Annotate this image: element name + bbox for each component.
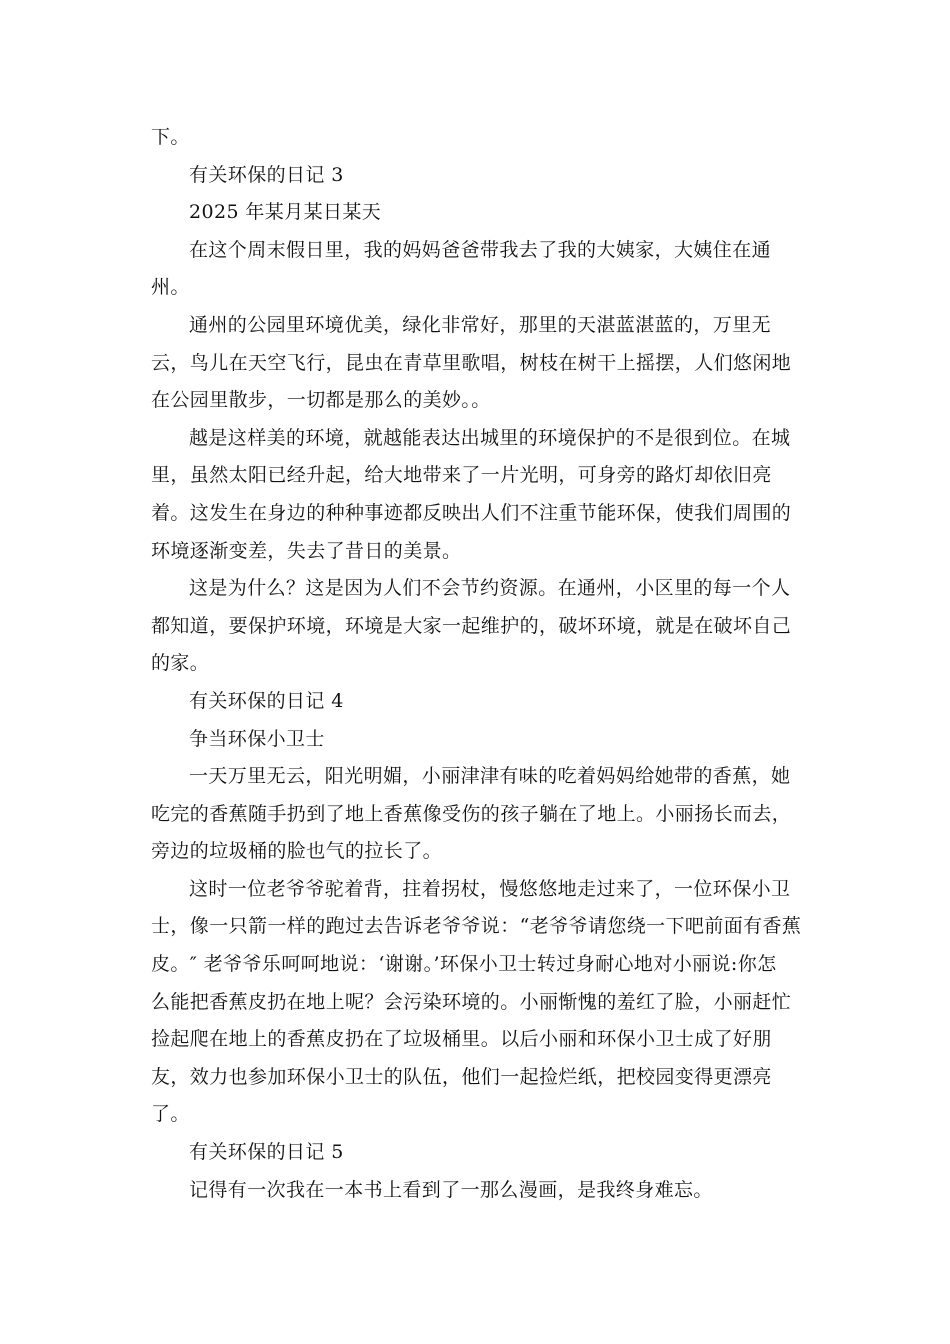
text-line: 友，效力也参加环保小卫士的队伍，他们一起捡烂纸，把校园变得更漂亮 <box>151 1065 772 1088</box>
text-line: 么能把香蕉皮扔在地上呢？会污染环境的。小丽惭愧的羞红了脸，小丽赶忙 <box>151 990 792 1013</box>
text-line: 旁边的垃圾桶的脸也气的拉长了。 <box>151 840 443 863</box>
text-line: 这时一位老爷爷驼着背，拄着拐杖，慢悠悠地走过来了，一位环保小卫 <box>189 877 791 900</box>
text-line: 有关环保的日记 5 <box>189 1141 344 1164</box>
text-line: 了。 <box>151 1103 190 1126</box>
text-line: 下。 <box>151 126 190 148</box>
text-line: 里，虽然太阳已经升起，给大地带来了一片光明，可身旁的路灯却依旧亮 <box>151 464 772 487</box>
document-body <box>151 119 801 1209</box>
text-line: 记得有一次我在一本书上看到了一那么漫画，是我终身难忘。 <box>189 1178 713 1201</box>
text-line: 越是这样美的环境，就越能表达出城里的环境保护的不是很到位。在城 <box>189 426 791 449</box>
text-line: 2025 年某月某日某天 <box>189 201 382 224</box>
text-line: 一天万里无云，阳光明媚，小丽津津有味的吃着妈妈给她带的香蕉，她 <box>189 765 791 788</box>
text-line: 在这个周末假日里，我的妈妈爸爸带我去了我的大姨家，大姨住在通 <box>189 238 772 261</box>
text-line: 州。 <box>151 276 190 299</box>
text-line: 都知道，要保护环境，环境是大家一起维护的，破坏环境，就是在破坏自己 <box>151 614 792 637</box>
text-line: 有关环保的日记 3 <box>189 163 344 186</box>
text-line: 捡起爬在地上的香蕉皮扔在了垃圾桶里。以后小丽和环保小卫士成了好朋 <box>151 1028 772 1051</box>
text-line: 争当环保小卫士 <box>189 727 325 750</box>
text-line: 吃完的香蕉随手扔到了地上香蕉像受伤的孩子躺在了地上。小丽扬长而去， <box>151 802 792 825</box>
text-line: 有关环保的日记 4 <box>189 689 344 712</box>
text-line: 环境逐渐变差，失去了昔日的美景。 <box>151 539 462 562</box>
text-line: 通州的公园里环境优美，绿化非常好，那里的天湛蓝湛蓝的，万里无 <box>189 313 772 336</box>
text-line: 云，鸟儿在天空飞行，昆虫在青草里歌唱，树枝在树干上摇摆，人们悠闲地 <box>151 351 792 374</box>
text-line: 士，像一只箭一样的跑过去告诉老爷爷说：“老爷爷请您绕一下吧前面有香蕉 <box>151 915 802 938</box>
text-line: 的家。 <box>151 652 210 675</box>
text-line: 这是为什么？这是因为人们不会节约资源。在通州，小区里的每一个人 <box>189 577 791 600</box>
text-line: 在公园里散步，一切都是那么的美妙。。 <box>151 389 491 412</box>
text-line: 着。这发生在身边的种种事迹都反映出人们不注重节能环保，使我们周围的 <box>151 501 792 524</box>
text-line: 皮。″ 老爷爷乐呵呵地说：‘谢谢。’环保小卫士转过身耐心地对小丽说:你怎 <box>151 953 777 976</box>
